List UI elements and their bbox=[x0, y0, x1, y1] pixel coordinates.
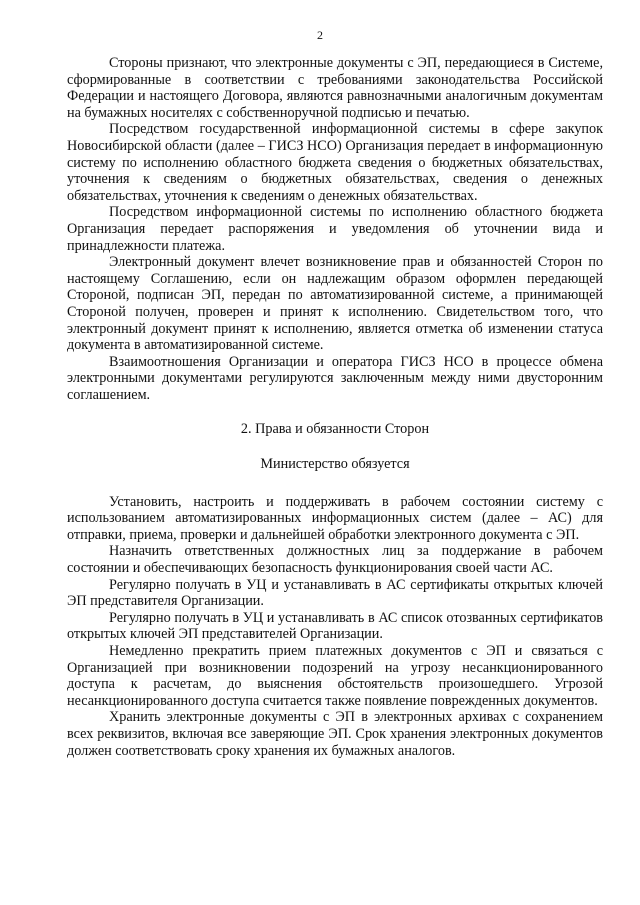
paragraph: Установить, настроить и поддерживать в рабочем состоянии систему с использованием автоматизированных информационных систем (далее – АС) для отправки, приема, проверки и дальнейшей обработки электронного документа с ЭП. bbox=[67, 493, 603, 543]
paragraph: Посредством государственной информационной системы в сфере закупок Новосибирской области (далее – ГИСЗ НСО) Организация передает в информационную систему по исполнению областного бюджета сведения о бюджетных обязательствах, уточнения к сведениям о бюджетных обязательствах, сведения о денежных обязательствах, уточнения к сведениям о денежных обязательствах. bbox=[67, 121, 603, 204]
paragraph: Регулярно получать в УЦ и устанавливать в АС список отозванных сертификатов открытых ключей ЭП представителей Организации. bbox=[67, 609, 603, 643]
paragraph: Стороны признают, что электронные документы с ЭП, передающиеся в Системе, сформированные в соответствии с требованиями законодательства Российской Федерации и настоящего Договора, являются равнозначными аналогичным документам на бумажных носителях с собственноручной подписью и печатью. bbox=[67, 55, 603, 121]
paragraph: Немедленно прекратить прием платежных документов с ЭП и связаться с Организацией при возникновении подозрений на угрозу несанкционированного доступа к расчетам, до выяснения обстоятельств произошедшего. Угрозой несанкционированного доступа считается также появление поврежденных документов. bbox=[67, 643, 603, 709]
page-number: 2 bbox=[317, 28, 323, 42]
paragraph: Электронный документ влечет возникновение прав и обязанностей Сторон по настоящему Соглашению, если он надлежащим образом оформлен передающей Стороной, подписан ЭП, передан по автоматизированной системе, а принимающей Стороной получен, проверен и принят к исполнению. Свидетельством того, что электронный документ принят к исполнению, является отметка об изменении статуса документа в автоматизированной системе. bbox=[67, 254, 603, 354]
subheading: Министерство обязуется bbox=[260, 456, 410, 473]
paragraph: Посредством информационной системы по исполнению областного бюджета Организация передает распоряжения и уведомления об уточнении вида и принадлежности платежа. bbox=[67, 204, 603, 254]
section-heading: 2. Права и обязанности Сторон bbox=[240, 421, 430, 438]
paragraph: Регулярно получать в УЦ и устанавливать в АС сертификаты открытых ключей ЭП представителя Организации. bbox=[67, 576, 603, 610]
document-body bbox=[67, 55, 603, 759]
paragraph: Хранить электронные документы с ЭП в электронных архивах с сохранением всех реквизитов, включая все заверяющие ЭП. Срок хранения электронных документов должен соответствовать сроку хранения их бумажных аналогов. bbox=[67, 709, 603, 759]
paragraph: Назначить ответственных должностных лиц за поддержание в рабочем состоянии и обеспечивающих безопасность функционирования своей части АС. bbox=[67, 543, 603, 577]
paragraph: Взаимоотношения Организации и оператора ГИСЗ НСО в процессе обмена электронными документами регулируются заключенным между ними двусторонним соглашением. bbox=[67, 353, 603, 403]
